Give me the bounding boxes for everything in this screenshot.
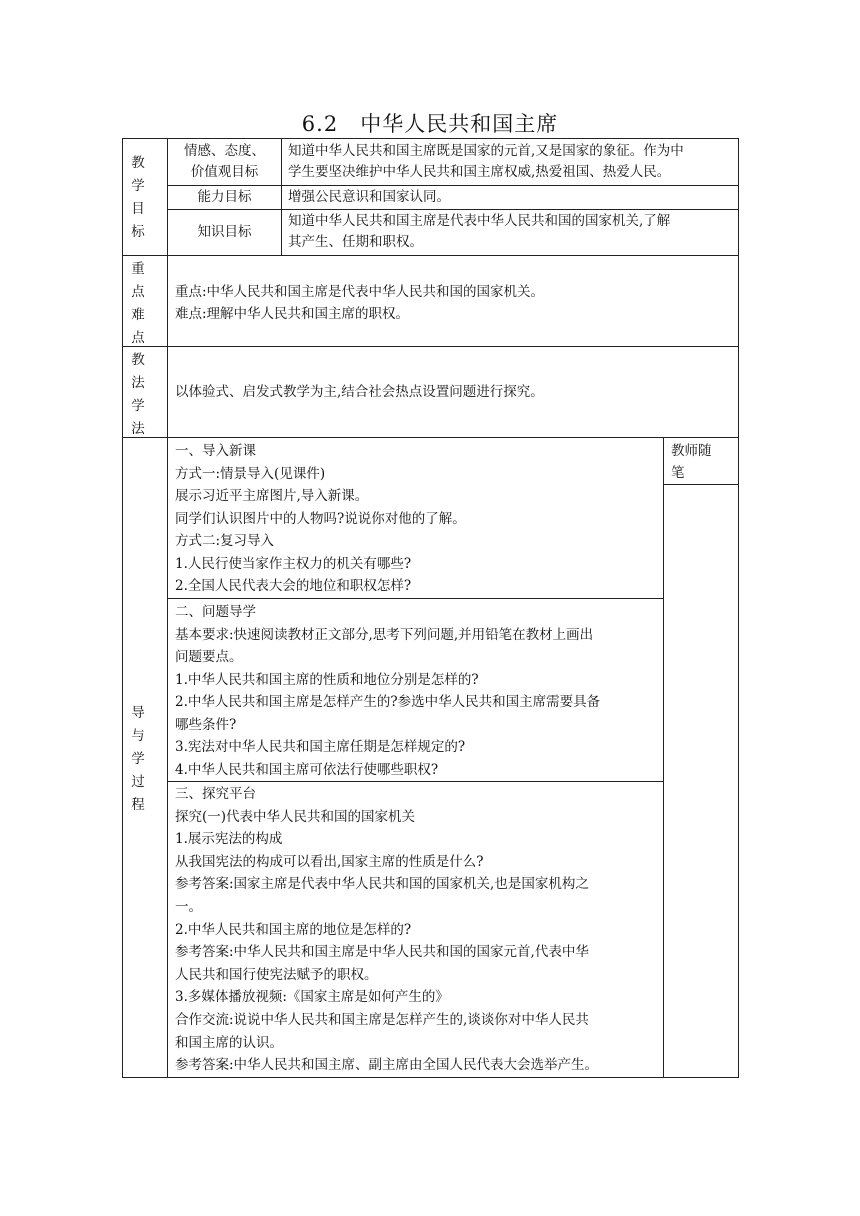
divider-goals [122,255,739,256]
process-header: 导 与 学 过 程 [131,705,145,813]
ability-goal-text: 增强公民意识和国家认同。 [288,189,450,205]
process-section-intro: 一、导入新课 方式一:情景导入(见课件) 展示习近平主席图片,导入新课。 同学们认识图片中的人物吗?说说你对他的了解。 方式二:复习导入 1.人民行使当家作主权力的机关有哪些? 2.全国人民代表大会的地位和职权怎样? [175,443,466,594]
table-border-bottom [122,1077,739,1078]
divider-goal-row2 [167,209,739,210]
page-title: 6.2 中华人民共和国主席 [301,112,559,136]
divider-keypoints [122,346,739,347]
keypoints-text: 重点:中华人民共和国主席是代表中华人民共和国的国家机关。 难点:理解中华人民共和国主席的职权。 [175,284,545,322]
divider-header-col [167,138,168,1078]
emotion-goal-label: 情感、态度、 价值观目标 [184,143,265,180]
process-section-questions: 二、问题导学 基本要求:快速阅读教材正文部分,思考下列问题,并用铅笔在教材上画出 问题要点。 1.中华人民共和国主席的性质和地位分别是怎样的? 2.中华人民共和国主席是怎样产生的?参选中华人民共和国主席需要具备 哪些条件? 3.宪法对中华人民共和国主席任期是怎样规定的? 4.中华人民共和国主席可依法行使哪些职权? [175,604,601,778]
teacher-notes-label: 教师随 笔 [671,443,712,481]
goals-header: 教 学 目 标 [131,155,145,240]
divider-notes [663,484,739,485]
divider-goal-row1 [167,185,739,186]
table-border-right [738,138,739,1078]
ability-goal-label: 能力目标 [197,189,252,205]
emotion-goal-text: 知道中华人民共和国主席既是国家的元首,又是国家的象征。作为中 学生要坚决维护中华人民共和国主席权威,热爱祖国、热爱人民。 [288,143,684,180]
table-border-top [122,138,739,139]
divider-notes-col [663,437,664,1078]
divider-process-2 [167,781,663,782]
methods-text: 以体验式、启发式教学为主,结合社会热点设置问题进行探究。 [175,384,544,400]
knowledge-goal-text: 知道中华人民共和国主席是代表中华人民共和国的国家机关,了解 其产生、任期和职权。 [288,213,671,250]
methods-header: 教 法 学 法 [131,352,145,437]
divider-goal-label-col [281,138,282,256]
divider-methods [122,437,739,438]
keypoints-header: 重 点 难 点 [131,261,145,346]
knowledge-goal-label: 知识目标 [197,224,252,240]
divider-process-1 [167,598,663,599]
process-section-explore: 三、探究平台 探究(一)代表中华人民共和国的国家机关 1.展示宪法的构成 从我国宪法的构成可以看出,国家主席的性质是什么? 参考答案:国家主席是代表中华人民共和国的国家机关,也是国家机构之 一。 2.中华人民共和国主席的地位是怎样的? 参考答案:中华人民共和国主席是中华人民共和国的国家元首,代表中华 人民共和国行使宪法赋予的职权。 3.多媒体播放视频:《国家主席是如何产生的》 合作交流:说说中华人民共和国主席是怎样产生的,谈谈你对中华人民共 和国主席的认识。 参考答案:中华人民共和国主席、副主席由全国人民代表大会选举产生。 [175,786,599,1074]
